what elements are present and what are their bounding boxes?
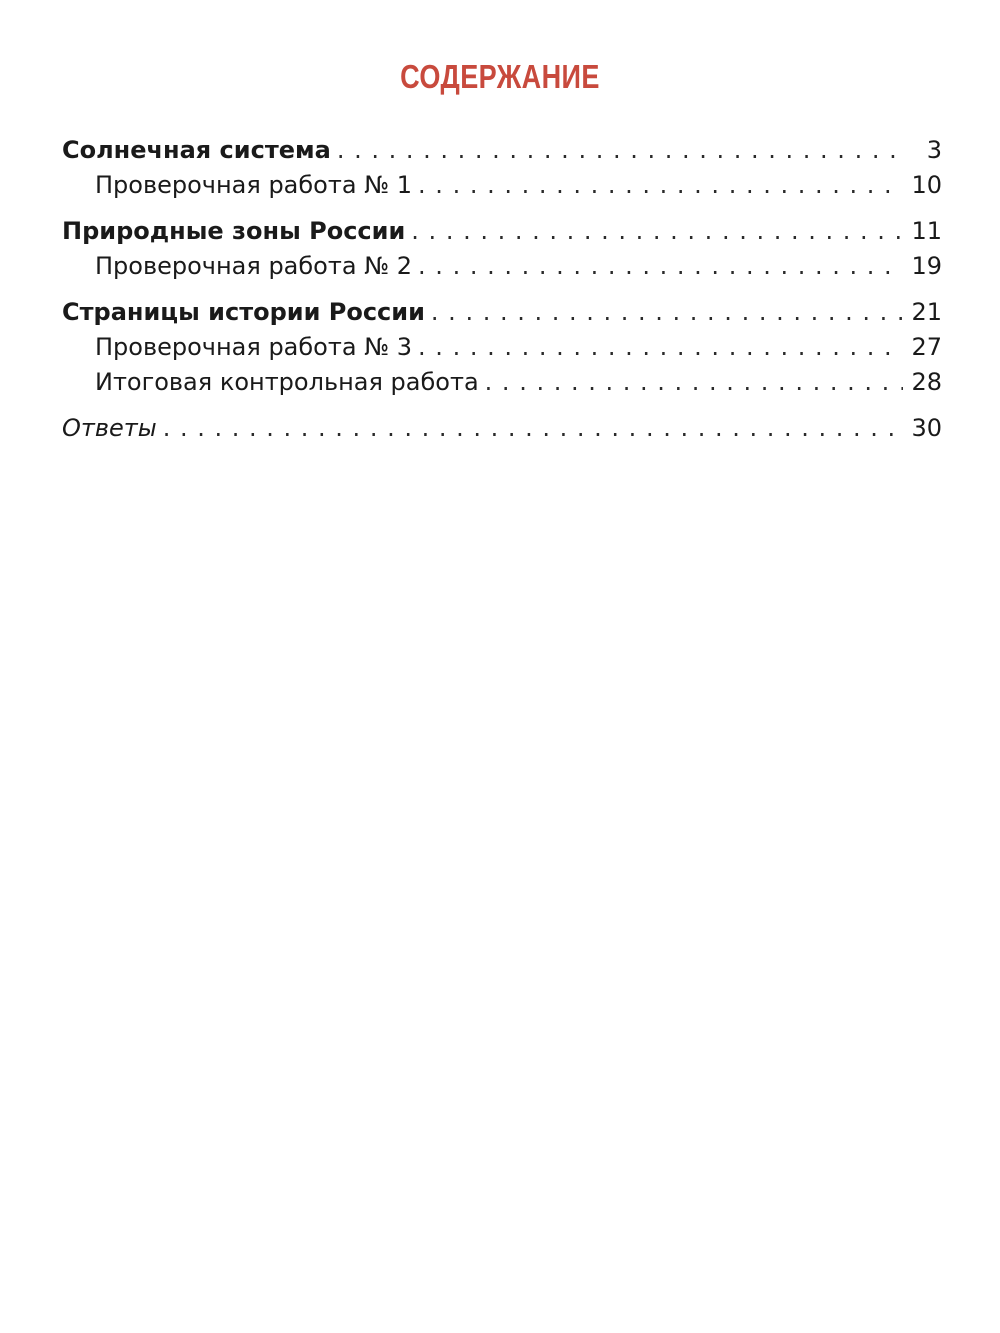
toc-entry-label: Проверочная работа № 1 — [95, 171, 413, 199]
toc-entry-page: 10 — [911, 171, 942, 199]
dot-leader — [485, 368, 904, 396]
dot-leader — [163, 414, 904, 442]
toc-entry-page: 19 — [911, 252, 942, 280]
toc-entry-page: 21 — [911, 298, 942, 326]
toc-entry-page: 27 — [911, 333, 942, 361]
dot-leader — [411, 217, 903, 245]
dot-leader — [418, 171, 903, 199]
dot-leader — [337, 136, 908, 164]
toc-entry-test-3[interactable] — [62, 333, 942, 368]
page-title: СОДЕРЖАНИЕ — [400, 58, 600, 95]
toc-entry-page: 11 — [911, 217, 942, 245]
toc-entry-final-test[interactable] — [62, 368, 942, 403]
toc-entry-page: 3 — [926, 136, 942, 164]
toc-entry-page: 30 — [911, 414, 942, 442]
dot-leader — [418, 333, 903, 361]
toc-entry-label: Ответы — [62, 414, 157, 442]
toc-entry-label: Природные зоны России — [62, 217, 406, 245]
dot-leader — [431, 298, 904, 326]
toc-entry-label: Солнечная система — [62, 136, 331, 164]
toc-entry-label: Проверочная работа № 3 — [95, 333, 413, 361]
toc-entry-page: 28 — [911, 368, 942, 396]
toc-entry-natural-zones[interactable] — [62, 217, 942, 252]
toc-entry-label: Проверочная работа № 2 — [95, 252, 413, 280]
dot-leader — [418, 252, 903, 280]
table-of-contents — [62, 136, 942, 449]
toc-entry-test-1[interactable] — [62, 171, 942, 206]
toc-entry-test-2[interactable] — [62, 252, 942, 287]
toc-entry-label: Итоговая контрольная работа — [95, 368, 479, 396]
toc-entry-history-pages[interactable] — [62, 298, 942, 333]
toc-entry-solar-system[interactable] — [62, 136, 942, 171]
toc-entry-answers[interactable] — [62, 414, 942, 449]
toc-entry-label: Страницы истории России — [62, 298, 425, 326]
